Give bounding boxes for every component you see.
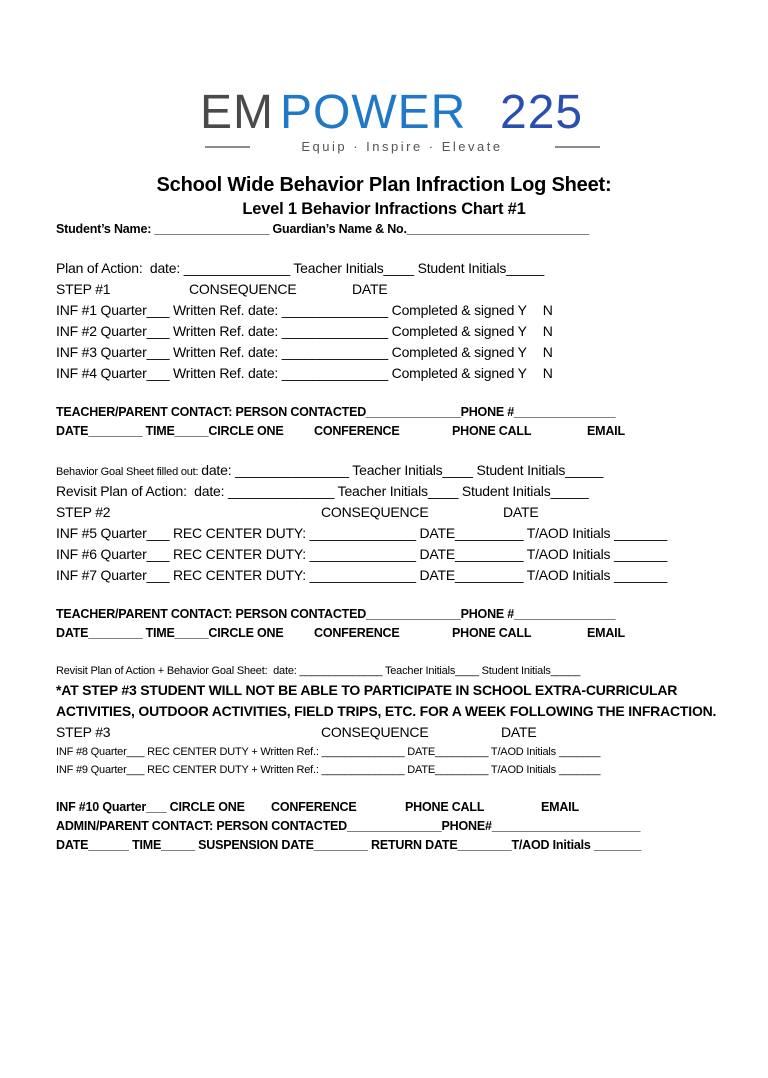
contact-option-email: EMAIL <box>587 626 625 640</box>
inf-row-n: N <box>542 302 553 318</box>
revisit-goal-line: Revisit Plan of Action + Behavior Goal Sheet: date: ______________ Teacher Initials____ Student Initials_____ <box>56 665 581 677</box>
inf-row: INF #5 Quarter___ REC CENTER DUTY: ______________ DATE_________ T/AOD Initials _______ <box>56 525 668 541</box>
contact-option-conference: CONFERENCE <box>314 626 400 640</box>
step3-date-header: DATE <box>501 724 537 740</box>
behavior-goal-line <box>56 460 744 481</box>
inf-row: INF #8 Quarter___ REC CENTER DUTY + Written Ref.: ______________ DATE_________ T/AOD Initials _______ <box>56 746 601 758</box>
inf-row: INF #9 Quarter___ REC CENTER DUTY + Written Ref.: ______________ DATE_________ T/AOD Initials _______ <box>56 764 601 776</box>
page-subtitle: Level 1 Behavior Infractions Chart #1 <box>242 200 526 218</box>
contact-option-phone: PHONE CALL <box>452 626 532 640</box>
inf-row <box>56 321 744 342</box>
inf10-line: INF #10 Quarter___ CIRCLE ONE <box>56 800 245 814</box>
contact-line-2-row <box>56 422 744 441</box>
behavior-goal-label: Behavior Goal Sheet filled out: <box>56 466 202 478</box>
admin-contact-line: ADMIN/PARENT CONTACT: PERSON CONTACTED______________PHONE#______________________ <box>56 819 641 833</box>
inf-row <box>56 342 744 363</box>
inf-row-n: N <box>542 365 553 381</box>
step1-consequence-header: CONSEQUENCE <box>189 281 297 297</box>
contact-line-1: TEACHER/PARENT CONTACT: PERSON CONTACTED______________PHONE #_______________ <box>56 405 616 419</box>
empower-225-logo <box>200 84 605 156</box>
logo-em: EM <box>200 86 274 139</box>
inf-row-text: INF #1 Quarter___ Written Ref. date: ______________ Completed & signed Y <box>56 302 527 318</box>
contact-option-conference: CONFERENCE <box>314 424 400 438</box>
inf10-option-phone: PHONE CALL <box>405 800 485 814</box>
contact-line-2: DATE________ TIME_____CIRCLE ONE <box>56 626 284 640</box>
inf-row-n: N <box>542 344 553 360</box>
step2-date-header: DATE <box>503 504 539 520</box>
inf-row <box>56 300 744 321</box>
contact-option-phone: PHONE CALL <box>452 424 532 438</box>
step1-label: STEP #1 <box>56 281 111 297</box>
contact-option-email: EMAIL <box>587 424 625 438</box>
inf-row-text: INF #4 Quarter___ Written Ref. date: ______________ Completed & signed Y <box>56 365 527 381</box>
step1-header-row <box>56 279 744 300</box>
step3-label: STEP #3 <box>56 724 111 740</box>
contact-line-2-row <box>56 624 744 643</box>
page-title: School Wide Behavior Plan Infraction Log Sheet: <box>156 174 612 196</box>
step2-consequence-header: CONSEQUENCE <box>321 504 429 520</box>
logo-tagline: Equip · Inspire · Elevate <box>301 139 503 154</box>
log-sheet <box>0 172 768 855</box>
contact-line-1: TEACHER/PARENT CONTACT: PERSON CONTACTED______________PHONE #_______________ <box>56 607 616 621</box>
step3-warning-2: ACTIVITIES, OUTDOOR ACTIVITIES, FIELD TRIPS, ETC. FOR A WEEK FOLLOWING THE INFRACTION. <box>56 703 717 719</box>
step3-consequence-header: CONSEQUENCE <box>321 724 429 740</box>
step1-date-header: DATE <box>352 281 388 297</box>
inf-row: INF #7 Quarter___ REC CENTER DUTY: ______________ DATE_________ T/AOD Initials _______ <box>56 567 668 583</box>
suspension-line: DATE______ TIME_____ SUSPENSION DATE________ RETURN DATE________T/AOD Initials _______ <box>56 838 642 852</box>
inf-row-text: INF #2 Quarter___ Written Ref. date: ______________ Completed & signed Y <box>56 323 527 339</box>
behavior-goal-fields: date: _______________ Teacher Initials____ Student Initials_____ <box>201 462 604 478</box>
plan-of-action-line: Plan of Action: date: ______________ Teacher Initials____ Student Initials_____ <box>56 260 545 276</box>
inf10-option-conference: CONFERENCE <box>271 800 357 814</box>
step3-warning-1: *AT STEP #3 STUDENT WILL NOT BE ABLE TO PARTICIPATE IN SCHOOL EXTRA-CURRICULAR <box>56 682 678 698</box>
inf10-row <box>56 798 744 817</box>
step3-header-row <box>56 722 744 743</box>
step2-header-row <box>56 502 744 523</box>
inf-row-text: INF #3 Quarter___ Written Ref. date: ______________ Completed & signed Y <box>56 344 527 360</box>
logo-power: POWER <box>280 86 467 139</box>
logo-225: 225 <box>500 86 584 139</box>
inf10-option-email: EMAIL <box>541 800 579 814</box>
student-name-line: Student’s Name: _________________ Guardian’s Name & No.___________________________ <box>56 222 590 236</box>
revisit-plan-line: Revisit Plan of Action: date: ______________ Teacher Initials____ Student Initials_____ <box>56 483 589 499</box>
step2-label: STEP #2 <box>56 504 111 520</box>
inf-row-n: N <box>542 323 553 339</box>
inf-row <box>56 363 744 384</box>
inf-row: INF #6 Quarter___ REC CENTER DUTY: ______________ DATE_________ T/AOD Initials _______ <box>56 546 668 562</box>
contact-line-2: DATE________ TIME_____CIRCLE ONE <box>56 424 284 438</box>
